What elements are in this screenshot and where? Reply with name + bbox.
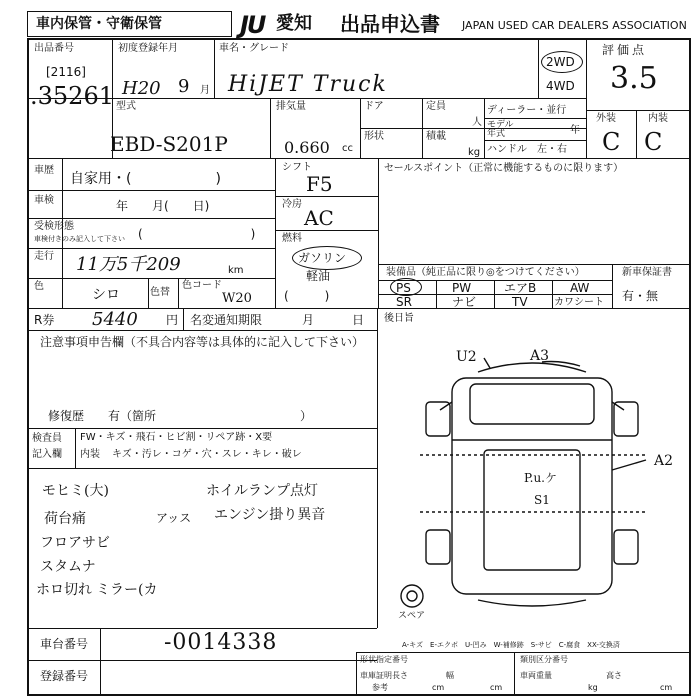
sales-label: セールスポイント（正常に機能するものに限ります）	[384, 163, 624, 174]
ju-logo: JU	[240, 11, 265, 39]
exterior-checks: FW・キズ・飛石・ヒビ割・リペア跡・X要	[80, 432, 273, 443]
color-change-label: 色替	[150, 287, 170, 298]
year-unit: 年	[570, 125, 580, 136]
equipment-title: 装備品（純正品に限り◎をつけてください）	[386, 267, 585, 278]
note-line: エンジン掛り異音	[214, 507, 326, 523]
mileage-label: 走行	[34, 251, 54, 262]
model-year-label2: 年式	[487, 129, 506, 139]
class-kg: kg	[588, 683, 598, 692]
class-weight: 車両重量	[520, 671, 552, 680]
mark-a2: A2	[654, 453, 674, 469]
equip-navi: ナビ	[452, 295, 477, 309]
reg-month: 9	[178, 76, 190, 97]
capacity-unit: 人	[472, 117, 482, 128]
color-code-value: W20	[222, 291, 252, 306]
fuel-diesel: 軽油	[306, 269, 331, 283]
note-line: 荷台痛	[44, 511, 86, 527]
note-line: モヒミ(大)	[42, 483, 109, 499]
record-label: 記入欄	[32, 449, 62, 460]
reg-era: H20	[122, 78, 161, 99]
history-value: 自家用・( )	[70, 171, 221, 187]
lot-label: 出品番号	[34, 43, 74, 54]
mileage-value: 11万5千209	[76, 254, 181, 275]
capacity-label: 定員	[426, 101, 446, 112]
warranty-note: 車検付きのみ記入して下さい	[34, 235, 125, 243]
fuel-gas: ガソリン	[298, 251, 347, 265]
score-value: 3.5	[610, 61, 658, 96]
color-label: 色	[34, 281, 44, 292]
inspector-label: 検査員	[32, 433, 62, 444]
rear-label: 後日旨	[384, 313, 414, 324]
mileage-unit: km	[228, 265, 244, 276]
shift-label: シフト	[282, 162, 312, 173]
size-cm-2: cm	[490, 683, 503, 692]
drive-4wd: 4WD	[546, 79, 575, 93]
divider	[27, 628, 377, 629]
load-label: 積載	[426, 131, 446, 142]
equip-pw: PW	[452, 281, 472, 295]
recycle-label: R券	[34, 313, 55, 327]
org-name: 愛知	[276, 13, 312, 34]
dealer-label: ディーラー・並行	[487, 105, 567, 116]
equip-airbag: エアB	[504, 281, 537, 295]
warranty-paren: ( )	[138, 227, 256, 241]
chassis-label: 車台番号	[40, 637, 89, 651]
divider	[100, 628, 101, 696]
equip-tv: TV	[512, 295, 528, 309]
repair-label: 修復歴 有（箇所	[48, 409, 157, 423]
interior-prefix: 内装	[80, 449, 100, 460]
form-title: 出品申込書	[340, 12, 440, 36]
inspection-value: 年 月( 日)	[116, 199, 210, 213]
lot-small: [2116]	[46, 65, 86, 79]
divider	[514, 652, 515, 696]
spare-label: スペア	[398, 611, 426, 621]
model-value: EBD-S201P	[110, 132, 228, 156]
divider	[356, 652, 690, 653]
interior-checks: キズ・汚レ・コゲ・穴・スレ・キレ・破レ	[112, 449, 302, 460]
repair-close: ）	[300, 409, 313, 423]
color-value: シロ	[92, 287, 120, 303]
disp-label: 排気量	[276, 101, 306, 112]
interior-value: C	[644, 128, 663, 156]
class-cm: cm	[660, 683, 673, 692]
disp-value: 0.660	[284, 138, 330, 157]
shape-label: 形状	[364, 131, 384, 142]
class-height: 高さ	[606, 671, 622, 680]
note-line: フロアサビ	[40, 535, 110, 551]
fuel-label: 燃料	[282, 233, 302, 244]
warranty-options: 有・無	[622, 289, 659, 303]
bed-note-a: P.u.ケ	[524, 471, 558, 485]
size-label: 形状指定番号	[360, 655, 408, 664]
bed-note-b: S1	[534, 493, 550, 507]
storage-label: 車内保管・守衛保管	[36, 16, 162, 32]
chassis-value: -0014338	[164, 630, 278, 655]
equip-ps: PS	[396, 281, 411, 295]
ac-label: 冷房	[282, 199, 302, 210]
drive-2wd: 2WD	[546, 55, 575, 69]
interior-label: 内装	[648, 113, 668, 124]
warranty-title: 新車保証書	[622, 267, 672, 278]
size-cm: cm	[432, 683, 445, 692]
model-year-label: モデル	[487, 120, 514, 130]
inspection-label: 車検	[34, 195, 54, 206]
exterior-value: C	[602, 128, 621, 156]
note-line: スタムナ	[40, 559, 96, 575]
nameexp-day: 日	[352, 313, 365, 327]
mark-u2: U2	[456, 349, 477, 365]
handle-label: ハンドル 左・右	[487, 144, 567, 155]
exterior-label: 外装	[596, 113, 616, 124]
mark-a3: A3	[530, 348, 550, 364]
ac-value: AC	[304, 206, 334, 230]
name-label: 車名・グレード	[219, 43, 289, 54]
notes-label: 注意事項申告欄（不具合内容等は具体的に記入して下さい）	[40, 335, 365, 349]
disp-unit: cc	[342, 143, 353, 154]
color-code-label: 色コード	[182, 280, 222, 291]
warranty-label: 受検形態	[34, 221, 74, 232]
score-label: 評価点	[602, 43, 648, 57]
note-line: ホイルランプ点灯	[206, 483, 318, 499]
note-line: ホロ切れ	[36, 582, 92, 598]
nameexp-label: 名変通知期限	[190, 313, 263, 327]
reg-number-label: 登録番号	[40, 669, 89, 683]
damage-legend: A-キズ E-エクボ U-凹み W-補修跡 S-サビ C-腐食 XX-交換済	[402, 641, 620, 649]
fuel-paren: ( )	[284, 289, 330, 303]
reg-label: 初度登録年月	[118, 43, 178, 54]
class-label: 類別区分番号	[520, 655, 568, 664]
equip-leather: カワシート	[554, 297, 604, 308]
model-label: 型式	[116, 101, 136, 112]
size-width: 幅	[446, 671, 454, 680]
name-value: HiJET Truck	[228, 72, 388, 97]
shift-value: F5	[306, 172, 333, 196]
equip-sr: SR	[396, 295, 412, 309]
note-line: ミラー(カ	[96, 582, 158, 598]
size-ref: 参考	[372, 683, 388, 692]
month-unit: 月	[200, 85, 210, 96]
equip-aw: AW	[570, 281, 590, 295]
recycle-unit: 円	[166, 313, 179, 327]
divider	[356, 652, 357, 696]
form-subtitle: JAPAN USED CAR DEALERS ASSOCIATION	[462, 19, 687, 32]
history-label: 車歴	[34, 165, 54, 176]
note-line: アッス	[156, 511, 192, 525]
size-label2: 車庫証明長さ	[360, 671, 408, 680]
lot-number: .35261	[30, 82, 114, 110]
nameexp-month: 月	[302, 313, 315, 327]
door-label: ドア	[364, 101, 384, 112]
load-unit: kg	[468, 147, 481, 158]
recycle-value: 5440	[92, 309, 138, 330]
divider	[27, 660, 377, 661]
